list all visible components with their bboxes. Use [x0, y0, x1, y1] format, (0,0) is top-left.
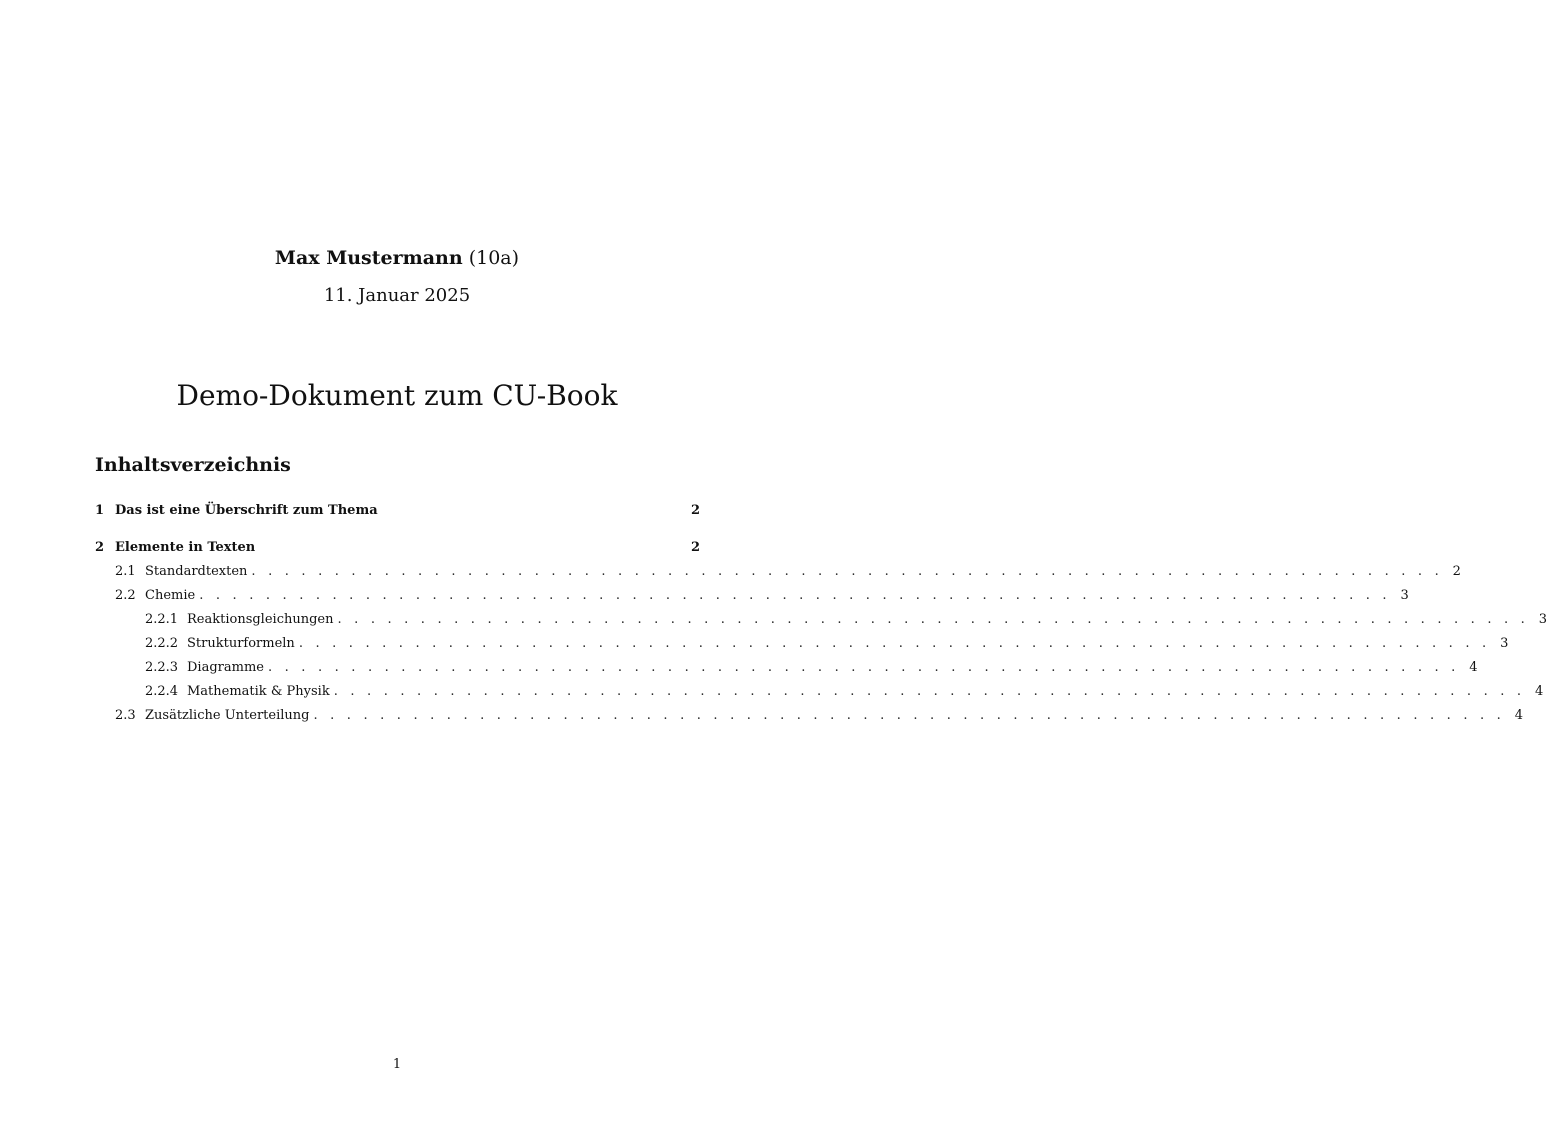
page-number: 1: [392, 1057, 402, 1072]
toc-entry-page: 2: [1452, 564, 1461, 579]
toc-entry-2-1[interactable]: [115, 562, 1461, 582]
toc-entry-page: 4: [1514, 708, 1523, 723]
toc-dot-leader: . . . . . . . . . . . . . . . . . . . . . . . . . . . . . . . . . . . . . . . . . . . . . . . . . . . . . . . . . . . . . . . . . . . . . . . .: [251, 564, 1443, 579]
toc-dot-leader: . . . . . . . . . . . . . . . . . . . . . . . . . . . . . . . . . . . . . . . . . . . . . . . . . . . . . . . . . . . . . . . . . . . . . . . .: [267, 660, 1460, 675]
toc-dot-leader: . . . . . . . . . . . . . . . . . . . . . . . . . . . . . . . . . . . . . . . . . . . . . . . . . . . . . . . . . . . . . . . . . . . . . . . .: [298, 636, 1491, 651]
toc-entry-2-3[interactable]: [115, 706, 1523, 726]
toc-entry-title: Diagramme: [187, 660, 264, 675]
document-title: Demo-Dokument zum CU-Book: [176, 379, 618, 412]
toc-entry-number: 2.3: [115, 708, 136, 723]
toc-entry-title: Elemente in Texten: [115, 540, 256, 555]
toc-entry-number: 2: [95, 540, 105, 555]
toc-entry-title: Reaktionsgleichungen: [187, 612, 334, 627]
toc-entry-page: 4: [1469, 660, 1478, 675]
toc-entry-2-2-3[interactable]: [145, 658, 1478, 678]
toc-entry-2-2-4[interactable]: [145, 682, 1544, 702]
author-name: Max Mustermann: [274, 247, 463, 269]
toc-entry-number: 1: [95, 503, 105, 518]
toc-entry-2-2[interactable]: [115, 586, 1409, 606]
toc-dot-leader: . . . . . . . . . . . . . . . . . . . . . . . . . . . . . . . . . . . . . . . . . . . . . . . . . . . . . . . . . . . . . . . . . . . . . . . .: [333, 684, 1526, 699]
toc-entry-1[interactable]: [95, 501, 700, 521]
toc-entry-number: 2.2.4: [145, 684, 179, 699]
toc-entry-page: 2: [690, 540, 700, 555]
toc-entry-page: 3: [1538, 612, 1547, 627]
toc-entry-page: 4: [1534, 684, 1544, 699]
toc-entry-number: 2.2.1: [145, 612, 179, 627]
toc-entry-page: 2: [690, 503, 700, 518]
toc-entry-title: Zusätzliche Unterteilung: [145, 708, 310, 723]
toc-dot-leader: . . . . . . . . . . . . . . . . . . . . . . . . . . . . . . . . . . . . . . . . . . . . . . . . . . . . . . . . . . . . . . . . . . . . . . . .: [199, 588, 1391, 603]
toc-entry-page: 3: [1500, 636, 1509, 651]
toc-entry-title: Mathematik & Physik: [187, 684, 330, 699]
toc-dot-leader: . . . . . . . . . . . . . . . . . . . . . . . . . . . . . . . . . . . . . . . . . . . . . . . . . . . . . . . . . . . . . . . . . . . . . . . .: [313, 708, 1505, 723]
toc-entry-2-2-2[interactable]: [145, 634, 1509, 654]
toc-entry-number: 2.2.3: [145, 660, 179, 675]
toc-entry-page: 3: [1400, 588, 1409, 603]
toc-entry-title: Strukturformeln: [187, 636, 295, 651]
author-line: [0, 245, 794, 271]
toc-entry-title: Das ist eine Überschrift zum Thema: [115, 503, 378, 518]
toc-entry-2-2-1[interactable]: [145, 610, 1547, 630]
toc-dot-leader: . . . . . . . . . . . . . . . . . . . . . . . . . . . . . . . . . . . . . . . . . . . . . . . . . . . . . . . . . . . . . . . . . . . . . . . .: [337, 612, 1530, 627]
toc-entry-2[interactable]: [95, 538, 700, 558]
author-class: (10a): [468, 247, 520, 269]
toc-heading: Inhaltsverzeichnis: [95, 454, 291, 476]
document-date: 11. Januar 2025: [323, 285, 471, 306]
toc-entry-number: 2.1: [115, 564, 136, 579]
toc-entry-number: 2.2: [115, 588, 136, 603]
toc-entry-title: Standardtexten: [145, 564, 248, 579]
toc-entry-number: 2.2.2: [145, 636, 179, 651]
toc-entry-title: Chemie: [145, 588, 196, 603]
